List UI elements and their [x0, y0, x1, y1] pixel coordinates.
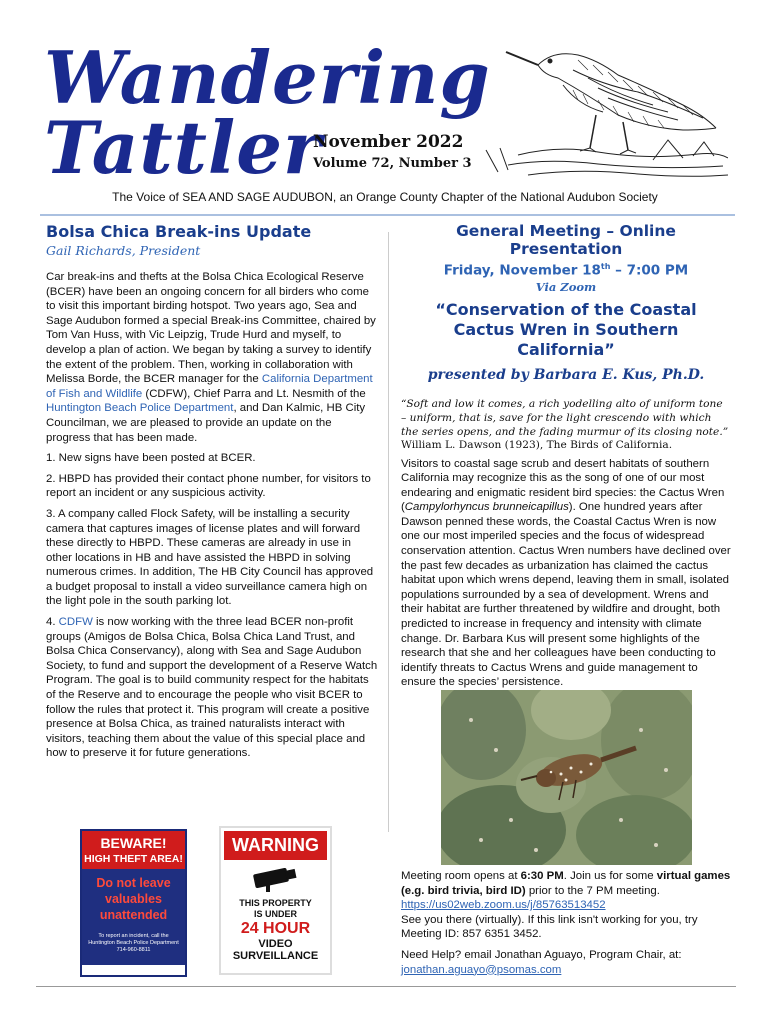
intro-text-c: , and Dan Kalmic, HB City Councilman, we are pleased to provide an update on the progress that has been made. — [46, 402, 366, 444]
beware-sign-line1: BEWARE! — [82, 831, 185, 853]
desc-text-b: ). One hundred years after Dawson penned these words, the Coastal Cactus Wren is now one our most imperiled species and the focus of widespread conservation attention. Cactus Wren numbers have declined over the past few decades as urbanization has claimed the cactus habitat upon which wrens depend, leaving them in small, isolated populations surrounded by a sea of development. Wrens and their habitat are further threatened by wildfire and drought, both predicted to increase in frequency and intensity with climate change. Dr. Barbara Kus will present some highlights of the research that she and her colleagues have been conducting to identify threats to Cactus Wrens and guide management to ensure the species’ persistence. — [401, 501, 731, 689]
meeting-date — [401, 262, 731, 279]
meeting-date-text: Friday, November 18 — [443, 262, 601, 279]
warning-sign-image — [219, 826, 332, 975]
column-divider — [388, 232, 389, 832]
item4-text: is now working with the three lead BCER non-profit groups (Amigos de Bolsa Chica, Bolsa Chica Land Trust, and Bolsa Chica Conservancy), along with Sea and Sage Audubon Society, to fund and support the development of a Reserve Watch Program. The goal is to build community respect for the habitats of the Reserve and to encourage the people who visit BCER to follow the rules that protect it. This program will create a positive presence at Bolsa Chica, as trained naturalists interact with visitors, teaching them about the value of this special place and how to preserve it for future generations. — [46, 616, 378, 760]
cdfw-link[interactable]: California Department of Fish and Wildlife — [46, 373, 373, 400]
footer-divider — [36, 986, 736, 987]
warning-sign-line3: 24 HOUR — [240, 920, 311, 937]
via-zoom: Via Zoom — [535, 279, 597, 294]
list-item-3: 3. A company called Flock Safety, will be installing a security camera that captures images of license plates and will forward these directly to HBPD. These cameras are already in use in other locations in HB and have assisted the HBPD in solving numerous crimes. In addition, The HB City Council has approved a budget proposal to install a video surveillance camera high on the light pole in the south parking lot. — [46, 507, 374, 608]
warning-sign-line2: IS UNDER — [253, 909, 297, 919]
general-meeting-article — [401, 222, 731, 690]
talk-title: “Conservation of the Coastal Cactus Wren in Southern California” — [435, 299, 697, 359]
meeting-room-text — [401, 869, 736, 898]
right-article-heading: General Meeting – Online Presentation — [456, 222, 676, 258]
masthead-title-line1: Wandering — [44, 35, 491, 120]
meet-text-a: Meeting room opens at — [401, 870, 521, 882]
left-article-heading: Bolsa Chica Break-ins Update — [46, 222, 312, 241]
item4-number: 4. — [46, 616, 59, 629]
meet-games: virtual games (e.g. bird trivia, bird ID) — [401, 870, 731, 897]
list-item-2: 2. HBPD has provided their contact phone number, for visitors to report an incident or any suspicious activity. — [46, 472, 371, 500]
beware-sign-small-print: To report an incident, call the Huntington Beach Police Department 714-960-8811 — [88, 933, 179, 953]
warning-sign-line1: THIS PROPERTY — [239, 898, 312, 908]
meet-time: 6:30 PM — [520, 870, 564, 882]
intro-text-a: Car break-ins and thefts at the Bolsa Chica Ecological Reserve (BCER) have been an ongoing concern for all birders who come to visit this important birding hotspot. Two years ago, Sea and Sage Audubon formed a special Break-ins Committee, chaired by Tom Van Huss, with Vic Leipzig, Trude Hurd and myself, to develop a plan of action. We began by taking a survey to identify the extent of the problem. Then, working in collaboration with Melissa Borde, the BCER manager for the — [46, 271, 376, 386]
zoom-link[interactable]: https://us02web.zoom.us/j/85763513452 — [401, 899, 606, 912]
beware-sign-image — [80, 829, 187, 977]
issue-volume: Volume 72, Number 3 — [313, 156, 472, 171]
desc-text-a: Visitors to coastal sage scrub and desert habitats of southern California may recognize this as the song of one of our most endearing and enigmatic resident bird species: the Cactus Wren ( — [401, 457, 725, 514]
tattler-bird-illustration — [478, 30, 728, 180]
masthead-title-line2: Tattler — [44, 105, 322, 190]
meeting-time: – 7:00 PM — [610, 262, 689, 279]
warning-sign-header: WARNING — [224, 831, 327, 860]
camera-icon — [246, 865, 306, 893]
beware-sign-line2: HIGH THEFT AREA! — [82, 853, 185, 869]
bolsa-chica-article — [46, 222, 379, 767]
quote-citation: William L. Dawson (1923), The Birds of California. — [401, 438, 673, 451]
masthead-tagline: The Voice of SEA AND SAGE AUDUBON, an Orange County Chapter of the National Audubon Society — [112, 190, 658, 204]
hbpd-link[interactable]: Huntington Beach Police Department — [46, 402, 234, 415]
header-divider — [40, 214, 735, 216]
issue-date: November 2022 — [313, 132, 464, 152]
meet-text-b: . Join us for some — [563, 870, 657, 882]
talk-description — [401, 457, 731, 691]
meeting-date-suffix: th — [600, 262, 611, 271]
meeting-info — [401, 869, 736, 977]
species-name: Campylorhyncus brunneicapillus — [404, 501, 569, 514]
list-item-1: 1. New signs have been posted at BCER. — [46, 452, 256, 465]
left-article-byline: Gail Richards, President — [46, 243, 201, 258]
left-intro-paragraph — [46, 270, 379, 445]
list-item-4 — [46, 615, 379, 761]
dawson-quote: “Soft and low it comes, a rich yodelling alto of uniform tone – uniform, that is, save for the light crescendo with which the series opens, and the fading murmur of its closing note.” — [401, 397, 729, 438]
warning-sign-line4: VIDEO — [258, 938, 293, 950]
see-you-text: See you there (virtually). If this link isn't working for you, try Meeting ID: 857 6351 3452. — [401, 913, 698, 941]
meet-text-c: prior to the 7 PM meeting. — [525, 884, 660, 897]
help-text: Need Help? email Jonathan Aguayo, Program Chair, at: — [401, 948, 682, 961]
email-link[interactable]: jonathan.aguayo@psomas.com — [401, 963, 562, 976]
intro-text-b: (CDFW), Chief Parra and Lt. Nesmith of the — [142, 387, 366, 400]
beware-sign-line4: valuables — [105, 892, 162, 906]
warning-sign-line5: SURVEILLANCE — [232, 950, 319, 962]
beware-sign-line3: Do not leave — [96, 876, 171, 890]
cdfw-link-2[interactable]: CDFW — [58, 616, 93, 629]
beware-sign-line5: unattended — [99, 908, 168, 922]
cactus-wren-photo — [441, 690, 692, 865]
presenter-line: presented by Barbara E. Kus, Ph.D. — [427, 366, 705, 383]
